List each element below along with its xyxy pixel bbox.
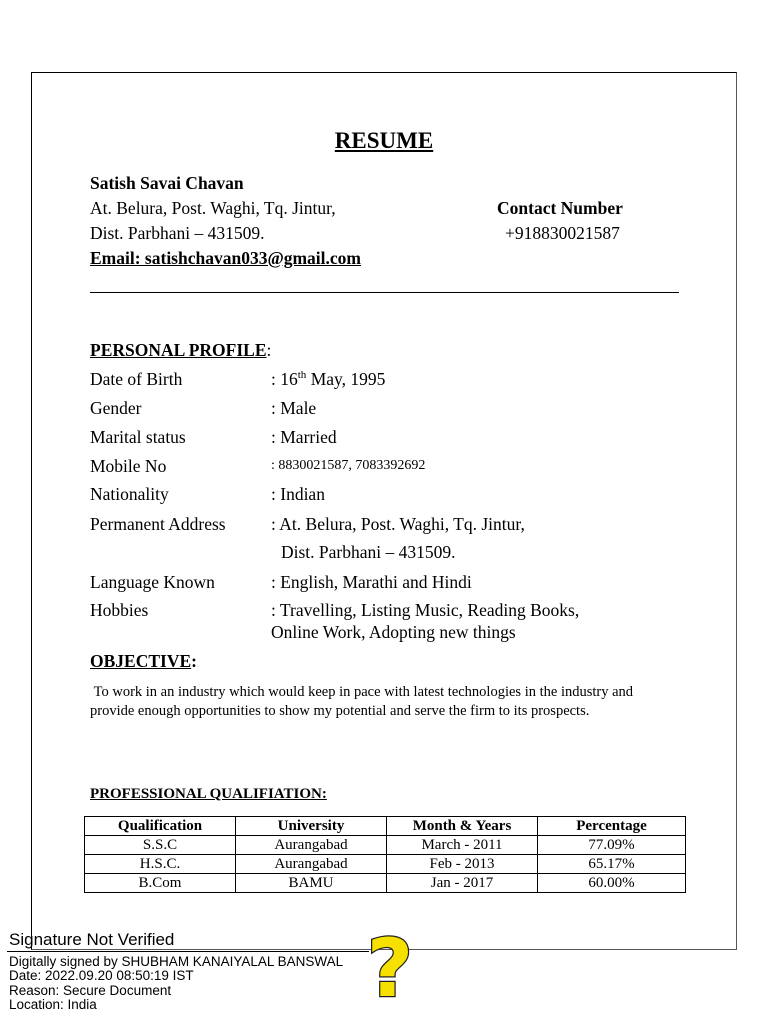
document-title: RESUME	[334, 128, 434, 153]
table-cell: S.S.C	[85, 836, 236, 855]
table-cell: Aurangabad	[236, 836, 387, 855]
contact-number-label: Contact Number	[497, 198, 623, 218]
nationality-value: : Indian	[271, 484, 325, 504]
divider	[90, 292, 679, 293]
column-header: Percentage	[538, 817, 686, 836]
gender-value: : Male	[271, 398, 317, 418]
table-cell: Aurangabad	[236, 855, 387, 874]
signature-underline	[7, 951, 369, 952]
table-cell: 65.17%	[538, 855, 686, 874]
table-cell: B.Com	[85, 874, 236, 893]
column-header: Month & Years	[387, 817, 538, 836]
hobbies-value-1: : Travelling, Listing Music, Reading Books,	[271, 600, 580, 620]
table-header-row	[85, 817, 686, 836]
permanent-address-label: Permanent Address	[90, 514, 226, 534]
table-cell: Feb - 2013	[387, 855, 538, 874]
permanent-address-value-1: : At. Belura, Post. Waghi, Tq. Jintur,	[271, 514, 525, 534]
hobbies-label: Hobbies	[90, 600, 149, 620]
hobbies-value-2: Online Work, Adopting new things	[271, 622, 516, 642]
personal-profile-heading: PERSONAL PROFILE:	[90, 340, 272, 360]
table-cell: 60.00%	[538, 874, 686, 893]
table-cell: March - 2011	[387, 836, 538, 855]
signature-date: Date: 2022.09.20 08:50:19 IST	[9, 968, 194, 983]
language-label: Language Known	[90, 572, 215, 592]
signature-reason: Reason: Secure Document	[9, 983, 172, 998]
table-cell: Jan - 2017	[387, 874, 538, 893]
objective-text: To work in an industry which would keep in pace with latest technologies in the industry and provide enough opportunities to show my potential and serve the firm to its prospects.	[90, 684, 634, 719]
mobile-value: : 8830021587, 7083392692	[271, 458, 426, 473]
column-header: Qualification	[85, 817, 236, 836]
qualification-heading: PROFESSIONAL QUALIFIATION:	[90, 786, 327, 802]
column-header: University	[236, 817, 387, 836]
nationality-label: Nationality	[90, 484, 169, 504]
signature-status: Signature Not Verified	[9, 930, 175, 949]
gender-label: Gender	[90, 398, 142, 418]
email-address: Email: satishchavan033@gmail.com	[90, 248, 362, 268]
objective-heading: OBJECTIVE:	[90, 651, 197, 671]
table-row	[85, 855, 686, 874]
candidate-name: Satish Savai Chavan	[90, 173, 244, 193]
language-value: : English, Marathi and Hindi	[271, 572, 472, 592]
table-row	[85, 836, 686, 855]
dob-value: : 16th May, 1995	[271, 369, 386, 389]
address-line-1: At. Belura, Post. Waghi, Tq. Jintur,	[90, 198, 336, 218]
dob-label: Date of Birth	[90, 369, 183, 389]
question-mark-icon[interactable]	[358, 930, 422, 1009]
address-line-2: Dist. Parbhani – 431509.	[90, 223, 265, 243]
table-row	[85, 874, 686, 893]
table-cell: 77.09%	[538, 836, 686, 855]
mobile-label: Mobile No	[90, 456, 167, 476]
signature-signed-by: Digitally signed by SHUBHAM KANAIYALAL BANSWAL	[9, 954, 344, 969]
table-cell: BAMU	[236, 874, 387, 893]
marital-status-value: : Married	[271, 427, 337, 447]
marital-status-label: Marital status	[90, 427, 186, 447]
signature-location: Location: India	[9, 997, 97, 1012]
table-cell: H.S.C.	[85, 855, 236, 874]
contact-number: +918830021587	[505, 223, 620, 243]
qualification-table	[84, 816, 686, 893]
svg-text:?: ?	[366, 930, 414, 1004]
permanent-address-value-2: Dist. Parbhani – 431509.	[281, 542, 456, 562]
